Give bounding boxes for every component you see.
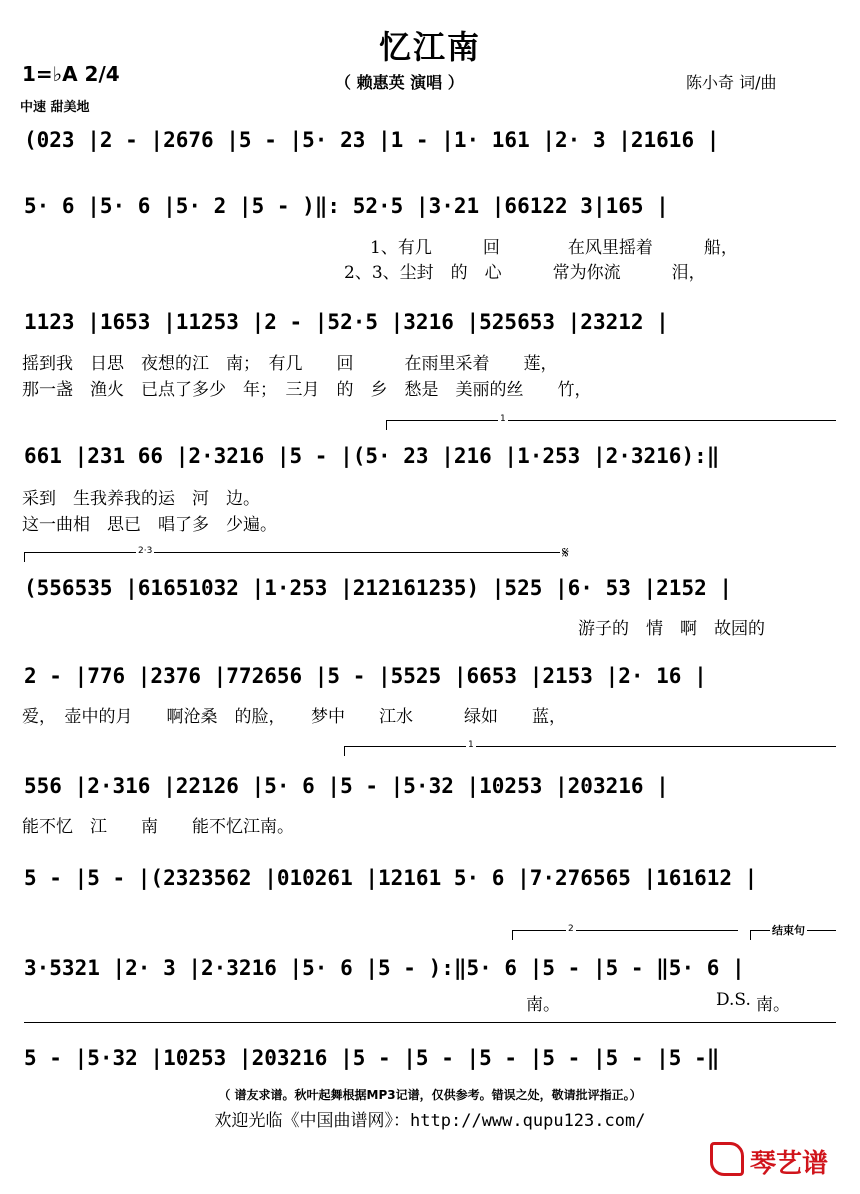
lyric-line-2-verse-1: 1、有几 回 在风里摇着 船， <box>370 238 738 258</box>
notation-line-3: 1123 |1653 |11253 |2 - |52·5 |3216 |525653 |23212 | <box>24 310 669 334</box>
volta-bracket-23 <box>24 552 560 553</box>
composer-credit: 陈小奇 词/曲 <box>686 73 777 92</box>
volta-label-1: 1 <box>500 414 506 424</box>
volta-bracket-1b-start <box>344 746 345 756</box>
final-slur <box>24 1022 836 1023</box>
website-welcome: 欢迎光临《中国曲谱网》：http://www.qupu123.com/ <box>214 1111 646 1131</box>
volta-label-2: 2 <box>568 924 574 934</box>
lyric-line-4-verse-1: 采到 生我养我的运 河 边。 <box>22 489 260 509</box>
singer-credit: （ 赖惠英 演唱 ） <box>335 73 464 92</box>
volta-bracket-1b <box>344 746 836 747</box>
ending-bracket-start <box>750 930 751 940</box>
lyric-line-9-b: 南。 <box>756 995 790 1015</box>
lyric-line-4-verse-2: 这一曲相 思已 唱了多 少遍。 <box>22 515 277 535</box>
volta-label-1b: 1 <box>468 740 474 750</box>
logo-text: 琴艺谱 <box>750 1149 829 1179</box>
ds-label: D.S. <box>716 990 751 1010</box>
volta-label-23: 2·3 <box>138 546 153 556</box>
transcription-note: （ 谱友求谱。秋叶起舞根据MP3记谱，仅供参考。错误之处，敬请批评指正。） <box>218 1088 642 1102</box>
logo-icon <box>710 1142 744 1176</box>
site-logo <box>710 1142 828 1180</box>
lyric-line-6: 爱， 壶中的月 啊沧桑 的脸， 梦中 江水 绿如 蓝， <box>22 707 566 727</box>
notation-line-5: (556535 |61651032 |1·253 |212161235) |525 |6· 53 |2152 | <box>24 576 733 600</box>
notation-line-7: 556 |2·316 |22126 |5· 6 |5 - |5·32 |10253 |203216 | <box>24 774 669 798</box>
notation-line-1: (023 |2 - |2676 |5 - |5· 23 |1 - |1· 161 |2· 3 |21616 | <box>24 128 720 152</box>
song-title: 忆江南 <box>378 28 481 66</box>
key-signature: 1=♭A 2/4 <box>22 62 120 86</box>
volta-bracket-1 <box>386 420 836 421</box>
volta-bracket-2 <box>512 930 738 931</box>
lyric-line-7: 能不忆 江 南 能不忆江南。 <box>22 817 294 837</box>
volta-bracket-23-start <box>24 552 25 562</box>
notation-line-6: 2 - |776 |2376 |772656 |5 - |5525 |6653 |2153 |2· 16 | <box>24 664 707 688</box>
lyric-line-9-a: 南。 <box>526 995 560 1015</box>
notation-line-8: 5 - |5 - |(2323562 |010261 |12161 5· 6 |7·276565 |161612 | <box>24 866 758 890</box>
tempo-marking: 中速 甜美地 <box>20 100 90 115</box>
ending-label: 结束句 <box>772 924 805 937</box>
notation-line-2: 5· 6 |5· 6 |5· 2 |5 - )‖: 52·5 |3·21 |66122 3|165 | <box>24 194 669 218</box>
notation-line-9: 3·5321 |2· 3 |2·3216 |5· 6 |5 - ):‖5· 6 |5 - |5 - ‖5· 6 | <box>24 956 745 980</box>
volta-bracket-2-start <box>512 930 513 940</box>
notation-line-10: 5 - |5·32 |10253 |203216 |5 - |5 - |5 - |5 - |5 - |5 -‖ <box>24 1046 720 1070</box>
lyric-line-2-verse-2: 2、3、尘封 的 心 常为你流 泪， <box>344 263 706 283</box>
lyric-line-3-verse-1: 摇到我 日思 夜想的江 南； 有几 回 在雨里采着 莲， <box>22 354 558 374</box>
lyric-line-5: 游子的 情 啊 故园的 <box>578 619 765 639</box>
segno-sign: 𝄋 <box>562 543 569 562</box>
lyric-line-3-verse-2: 那一盏 渔火 已点了多少 年； 三月 的 乡 愁是 美丽的丝 竹， <box>22 380 592 400</box>
notation-line-4: 661 |231 66 |2·3216 |5 - |(5· 23 |216 |1·253 |2·3216):‖ <box>24 444 720 468</box>
volta-bracket-1-start <box>386 420 387 430</box>
